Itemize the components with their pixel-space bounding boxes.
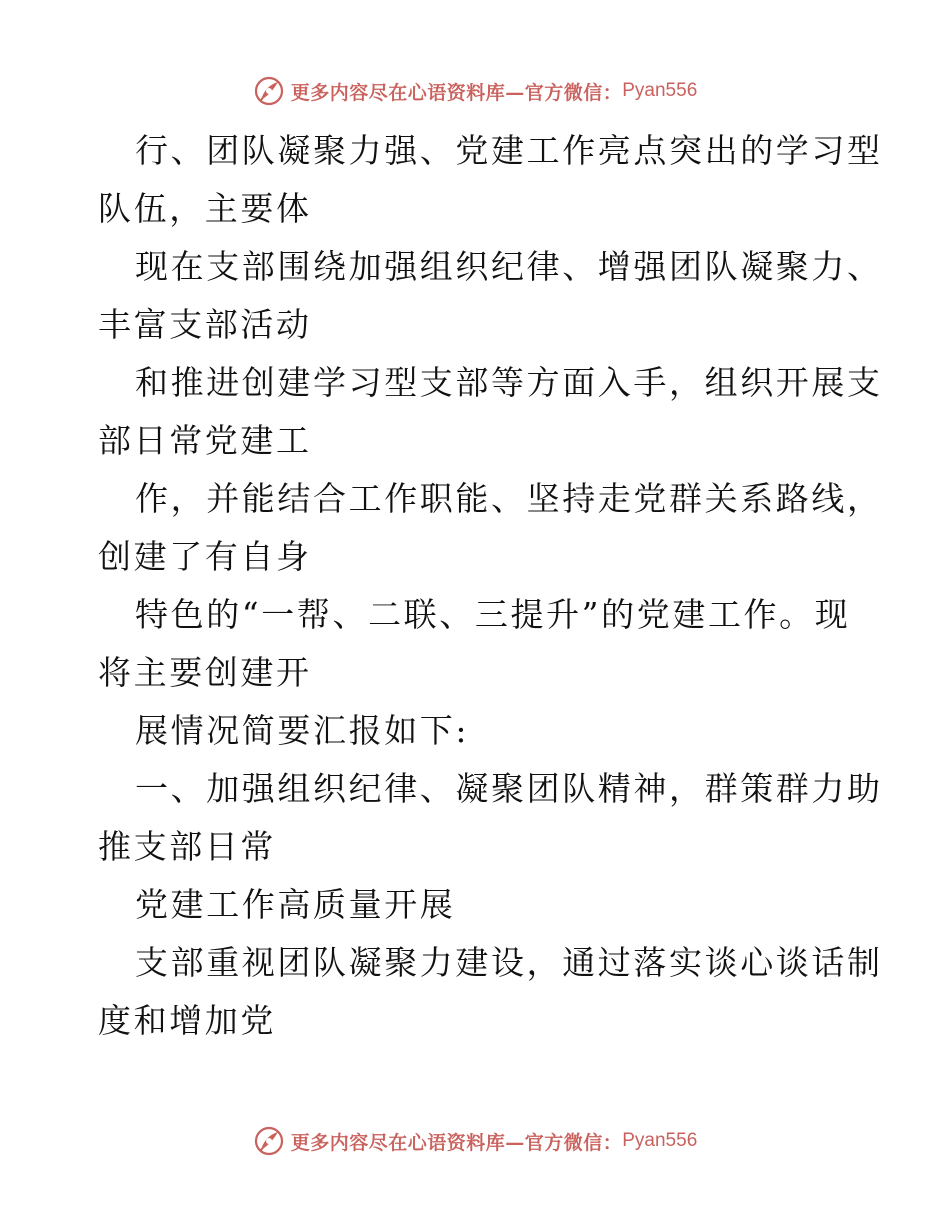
text-line: 作，并能结合工作职能、坚持走党群关系路线， xyxy=(135,479,883,518)
text-line: 支部重视团队凝聚力建设，通过落实谈心谈话制 xyxy=(135,943,883,982)
quill-pen-logo-icon xyxy=(253,75,285,107)
footer-banner-text: 更多内容尽在心语资料库—官方微信： xyxy=(290,1131,623,1154)
section-heading-line: 一、加强组织纪律、凝聚团队精神，群策群力助 xyxy=(135,769,883,808)
header-wechat-id: Pyan556 xyxy=(622,80,698,101)
text-line: 特色的“一帮、二联、三提升”的党建工作。现 xyxy=(135,595,851,634)
text-line: 和推进创建学习型支部等方面入手，组织开展支 xyxy=(135,363,883,402)
section-heading-line: 党建工作高质量开展 xyxy=(135,885,456,924)
document-body xyxy=(98,122,883,1050)
footer-banner xyxy=(0,1121,950,1161)
text-line: 现在支部围绕加强组织纪律、增强团队凝聚力、 xyxy=(135,247,883,286)
footer-wechat-id: Pyan556 xyxy=(622,1130,698,1151)
text-line: 部日常党建工 xyxy=(98,421,312,460)
text-line: 行、团队凝聚力强、党建工作亮点突出的学习型 xyxy=(135,131,883,170)
text-line: 创建了有自身 xyxy=(98,537,312,576)
quill-pen-logo-icon xyxy=(253,1125,285,1157)
text-line: 展情况简要汇报如下: xyxy=(135,711,470,750)
section-heading-line: 推支部日常 xyxy=(98,827,276,866)
header-banner-text: 更多内容尽在心语资料库—官方微信： xyxy=(290,81,623,104)
text-line: 将主要创建开 xyxy=(98,653,312,692)
text-line: 队伍，主要体 xyxy=(98,189,312,228)
text-line: 度和增加党 xyxy=(98,1001,276,1040)
header-banner xyxy=(0,71,950,111)
text-line: 丰富支部活动 xyxy=(98,305,312,344)
